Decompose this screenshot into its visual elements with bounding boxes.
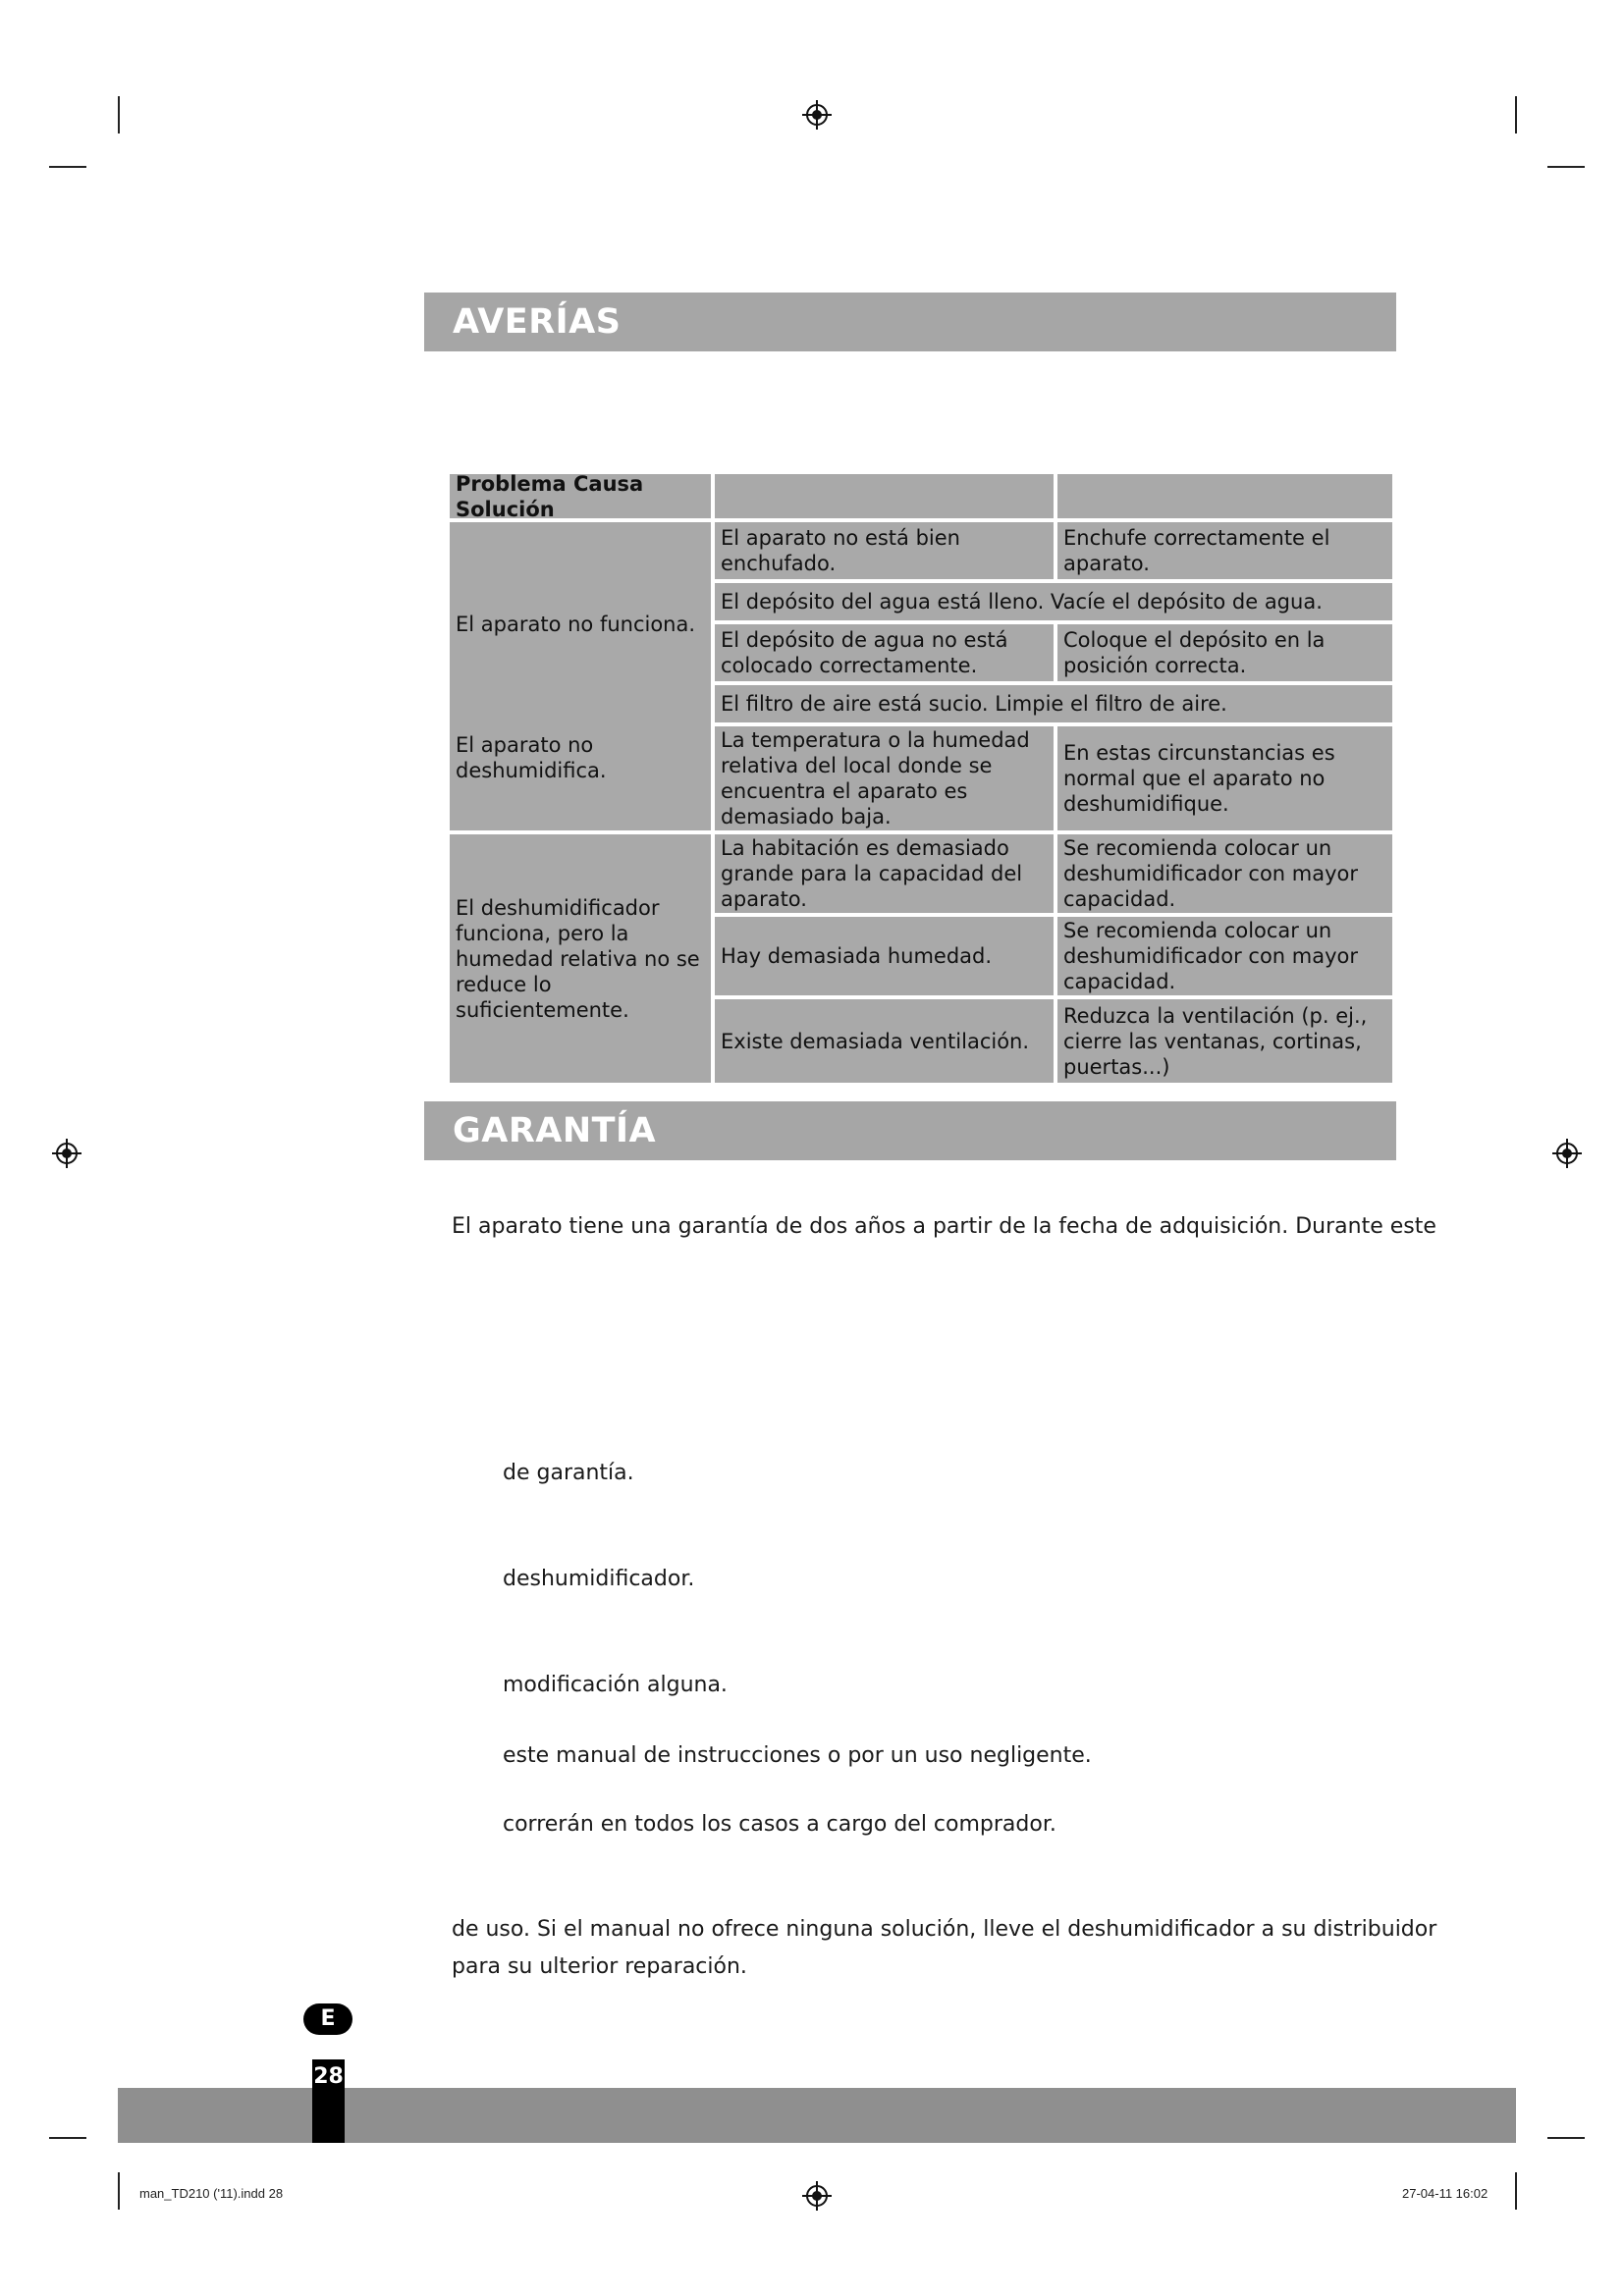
crop-mark [1515,2172,1517,2210]
crop-mark [118,2172,120,2210]
table-header-empty [715,474,1054,518]
crop-mark [1547,166,1585,168]
cause-cell: Existe demasiada ventilación. [715,999,1054,1083]
table-header: Problema Causa Solución [450,474,711,518]
crop-mark [1515,96,1517,133]
solution-cell: Coloque el depósito en la posición correcta. [1057,624,1392,681]
solution-cell: Enchufe correctamente el aparato. [1057,522,1392,579]
registration-mark-icon [802,100,832,130]
merged-cause-solution-cell: El depósito del agua está lleno. Vacíe el depósito de agua. [715,583,1392,620]
section-title-warranty: GARANTÍA [424,1101,1396,1160]
warranty-fragment: modificación alguna. [503,1673,728,1697]
warranty-fragment: este manual de instrucciones o por un uso negligente. [503,1743,1092,1768]
cause-cell: La temperatura o la humedad relativa del local donde se encuentra el aparato es demasiado baja. [715,726,1054,830]
crop-mark [118,96,120,133]
crop-mark [49,166,86,168]
registration-mark-icon [1552,1139,1582,1168]
problem-cell: El aparato no deshumidifica. [450,685,711,830]
language-badge: E [303,2003,352,2035]
warranty-closing: de uso. Si el manual no ofrece ninguna solución, lleve el deshumidificador a su distribuidor [452,1917,1437,1942]
warranty-fragment: deshumidificador. [503,1567,695,1591]
problem-cell: El aparato no funciona. [450,522,711,726]
warranty-closing: para su ulterior reparación. [452,1954,747,1979]
registration-mark-icon [802,2181,832,2211]
section-title-faults: AVERÍAS [424,293,1396,351]
problem-cell: El deshumidificador funciona, pero la humedad relativa no se reduce lo suficientemente. [450,834,711,1083]
crop-mark [1547,2137,1585,2139]
merged-cause-solution-cell: El filtro de aire está sucio. Limpie el filtro de aire. [715,685,1392,722]
solution-cell: Reduzca la ventilación (p. ej., cierre las ventanas, cortinas, puertas...) [1057,999,1392,1083]
warranty-intro: El aparato tiene una garantía de dos años a partir de la fecha de adquisición. Durante este [452,1214,1436,1239]
cause-cell: Hay demasiada humedad. [715,917,1054,995]
registration-mark-icon [52,1139,81,1168]
warranty-fragment: correrán en todos los casos a cargo del comprador. [503,1812,1056,1837]
file-slug: man_TD210 ('11).indd 28 [139,2186,284,2201]
cause-cell: El depósito de agua no está colocado correctamente. [715,624,1054,681]
cause-cell: La habitación es demasiado grande para la capacidad del aparato. [715,834,1054,913]
page-number: 28 [312,2059,345,2143]
date-slug: 27-04-11 16:02 [1402,2186,1489,2201]
solution-cell: En estas circunstancias es normal que el aparato no deshumidifique. [1057,726,1392,830]
warranty-fragment: de garantía. [503,1461,634,1485]
solution-cell: Se recomienda colocar un deshumidificador con mayor capacidad. [1057,834,1392,913]
solution-cell: Se recomienda colocar un deshumidificador con mayor capacidad. [1057,917,1392,995]
cause-cell: El aparato no está bien enchufado. [715,522,1054,579]
crop-mark [49,2137,86,2139]
table-header-empty [1057,474,1392,518]
